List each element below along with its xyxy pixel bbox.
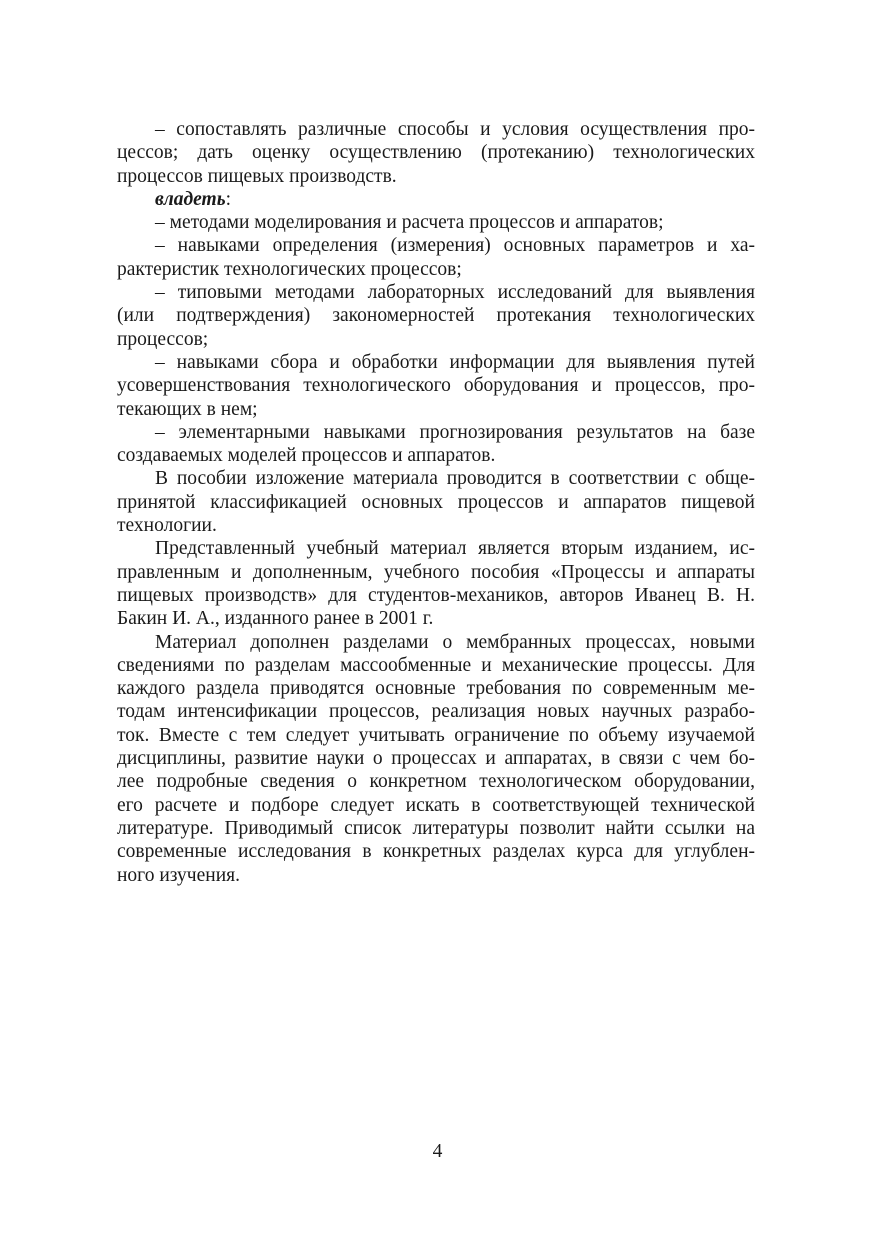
text-line: – навыками определения (измерения) основных параметров и ха- (155, 235, 755, 257)
text-line: цессов; дать оценку осуществлению (протеканию) технологических (117, 142, 755, 164)
text-line: создаваемых моделей процессов и аппаратов. (117, 445, 496, 467)
text-line: процессов; (117, 328, 209, 350)
text-line: Бакин И. А., изданного ранее в 2001 г. (117, 608, 434, 630)
text-line: (или подтверждения) закономерностей протекания технологических (117, 305, 755, 327)
page-body-text (117, 118, 755, 887)
section-heading-vladet: владеть (155, 188, 226, 210)
text-line: – элементарными навыками прогнозирования результатов на базе (155, 421, 755, 443)
text-line: Материал дополнен разделами о мембранных процессах, новыми (155, 631, 755, 653)
text-line: – сопоставлять различные способы и условия осуществления про- (155, 119, 755, 140)
text-line: современные исследования в конкретных разделах курса для углублен- (117, 841, 755, 863)
page-number: 4 (432, 1141, 443, 1162)
text-line: пищевых производств» для студентов-механиков, авторов Иванец В. Н. (117, 584, 755, 606)
text-line: – методами моделирования и расчета процессов и аппаратов; (155, 212, 664, 234)
text-line: принятой классификацией основных процессов и аппаратов пищевой (117, 491, 755, 513)
text-line: текающих в нем; (117, 398, 258, 420)
text-line: технологии. (117, 515, 217, 537)
heading-colon: : (225, 188, 232, 210)
text-line: рактеристик технологических процессов; (117, 258, 462, 280)
text-line: – навыками сбора и обработки информации для выявления путей (155, 351, 755, 373)
text-line: сведениями по разделам массообменные и механические процессы. Для (117, 654, 755, 676)
text-line: литературе. Приводимый список литературы позволит найти ссылки на (117, 817, 755, 839)
text-line: лее подробные сведения о конкретном технологическом оборудовании, (117, 771, 755, 793)
text-line: В пособии изложение материала проводится в соответствии с обще- (155, 468, 755, 490)
text-line: дисциплины, развитие науки о процессах и аппаратах, в связи с чем бо- (117, 748, 755, 770)
text-line: его расчете и подборе следует искать в соответствующей технической (117, 794, 755, 816)
text-line: усовершенствования технологического оборудования и процессов, про- (117, 375, 755, 397)
text-line: процессов пищевых производств. (117, 165, 397, 187)
text-line: ного изучения. (117, 864, 240, 886)
text-line: Представленный учебный материал является вторым изданием, ис- (155, 538, 755, 560)
text-line: ток. Вместе с тем следует учитывать ограничение по объему изучаемой (117, 724, 755, 746)
text-line: тодам интенсификации процессов, реализация новых научных разрабо- (117, 701, 755, 723)
text-line: правленным и дополненным, учебного пособия «Процессы и аппараты (117, 561, 755, 583)
text-line: каждого раздела приводятся основные требования по современным ме- (117, 678, 755, 700)
section-heading-line (117, 188, 755, 211)
text-line: – типовыми методами лабораторных исследований для выявления (155, 282, 755, 304)
